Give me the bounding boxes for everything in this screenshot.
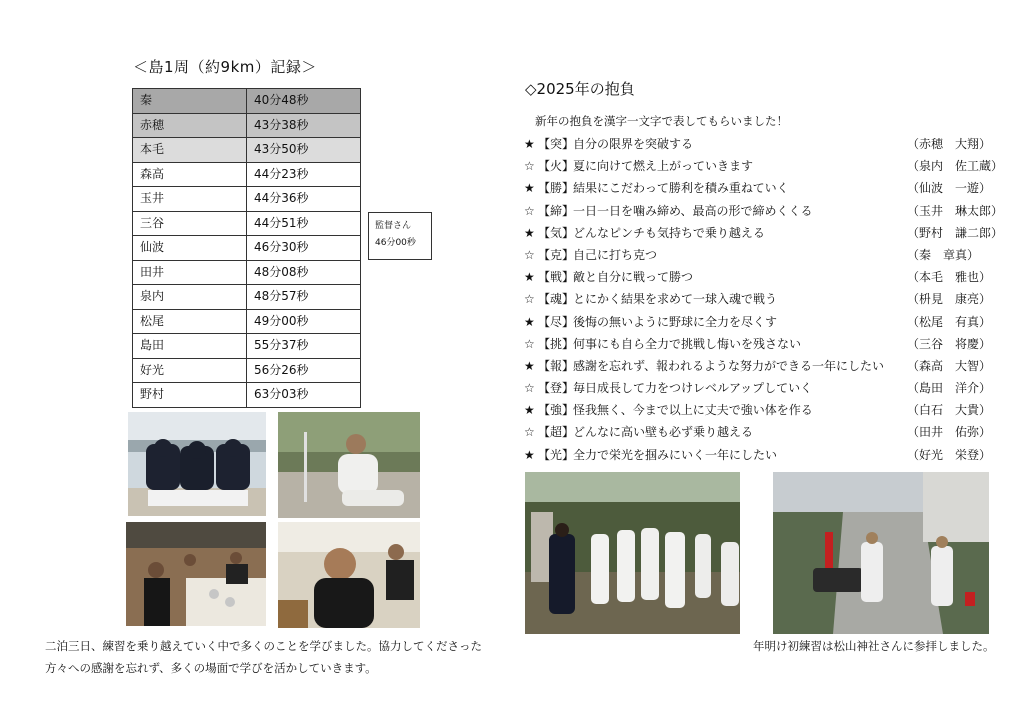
goal-kanji: 【光】 [538,447,575,462]
goal-name: （仙波 一遊） [907,181,992,196]
goal-mark: ★ [524,225,535,240]
goals-intro: 新年の抱負を漢字一文字で表してもらいました！ [535,114,788,128]
runner-name: 島田 [133,334,247,359]
runner-name: 仙波 [133,236,247,261]
runner-time: 46分30秒 [247,236,361,261]
goal-text: 感謝を忘れず、報われるような努力ができる一年にしたい [573,358,885,373]
runner-name: 森高 [133,162,247,187]
run-record-row [133,211,361,236]
goal-name: （泉内 佐工蔵） [907,159,1004,174]
run-record-table [132,88,361,408]
goal-text: 結果にこだわって勝利を積み重ねていく [573,181,789,196]
goal-name: （島田 洋介） [907,381,992,396]
goal-item [524,288,1004,310]
goal-mark: ★ [524,181,535,196]
runner-time: 63分03秒 [247,383,361,408]
coach-time: 46分00秒 [375,238,416,248]
photo-team-hoodies [128,412,266,516]
goals-title: ◇2025年の抱負 [525,80,635,98]
runner-time: 40分48秒 [247,89,361,114]
run-record-row [133,309,361,334]
goal-text: とにかく結果を求めて一球入魂で戦う [573,292,778,307]
goals-list [524,133,1004,466]
goal-kanji: 【気】 [538,225,575,240]
runner-name: 秦 [133,89,247,114]
run-record-row [133,162,361,187]
goal-item [524,177,1004,199]
goal-name: （玉井 琳太郎） [907,203,1004,218]
goal-text: 敵と自分に戦って勝つ [573,270,694,285]
goal-kanji: 【超】 [538,425,575,440]
goal-name: （本毛 雅也） [907,270,992,285]
runner-time: 49分00秒 [247,309,361,334]
runner-time: 44分36秒 [247,187,361,212]
goal-mark: ★ [524,403,535,418]
photo-dinner [126,522,266,626]
goal-item [524,333,1004,355]
goal-mark: ☆ [524,292,535,307]
runner-time: 44分23秒 [247,162,361,187]
goal-name: （赤穂 大翔） [907,137,992,151]
goal-name: （白石 大貴） [907,403,992,418]
photo-shrine-path [773,472,989,634]
left-caption-line2: 方々への感謝を忘れず、多くの場面で学びを活かしていきます。 [45,661,377,675]
runner-name: 玉井 [133,187,247,212]
goal-name: （三谷 将慶） [907,336,992,351]
run-record-row [133,89,361,114]
goal-kanji: 【火】 [538,159,575,174]
goal-name: （野村 謙二郎） [907,225,1004,240]
coach-label: 監督さん [375,221,412,231]
goal-name: （森高 大智） [907,358,992,373]
run-record-row [133,334,361,359]
runner-time: 56分26秒 [247,358,361,383]
goal-mark: ☆ [524,203,535,218]
goal-text: 全力で栄光を掴みにいく一年にしたい [573,447,778,462]
runner-name: 野村 [133,383,247,408]
goal-item [524,355,1004,377]
goal-kanji: 【報】 [538,358,575,373]
goal-item [524,155,1004,177]
left-caption [45,635,495,679]
goal-mark: ☆ [524,381,535,396]
goal-name: （松尾 有真） [907,314,992,329]
runner-name: 松尾 [133,309,247,334]
goal-item [524,444,1004,466]
runner-name: 赤穂 [133,113,247,138]
goal-mark: ★ [524,314,535,329]
runner-name: 田井 [133,260,247,285]
goal-kanji: 【登】 [538,381,575,396]
goal-mark: ☆ [524,336,535,351]
goal-text: どんなピンチも気持ちで乗り越える [573,225,765,240]
goal-kanji: 【戦】 [538,270,575,285]
goal-text: 後悔の無いように野球に全力を尽くす [573,314,778,329]
goal-kanji: 【締】 [538,203,575,218]
goal-kanji: 【克】 [538,247,575,262]
runner-name: 泉内 [133,285,247,310]
right-caption: 年明け初練習は松山神社さんに参拝しました。 [753,639,995,653]
run-record-row [133,285,361,310]
goal-text: 毎日成長して力をつけレベルアップしていく [573,381,813,396]
goal-kanji: 【勝】 [538,181,575,196]
goal-kanji: 【挑】 [538,336,575,351]
runner-time: 44分51秒 [247,211,361,236]
goal-item [524,200,1004,222]
goal-mark: ☆ [524,247,535,262]
run-record-row [133,138,361,163]
goal-item [524,133,1004,155]
run-record-row [133,260,361,285]
runner-time: 48分57秒 [247,285,361,310]
runner-time: 43分38秒 [247,113,361,138]
runner-time: 55分37秒 [247,334,361,359]
goal-text: 自己に打ち克つ [573,247,658,262]
goal-text: 怪我無く、今まで以上に丈夫で強い体を作る [573,403,813,418]
goal-item [524,311,1004,333]
goal-kanji: 【尽】 [538,314,575,329]
goal-mark: ★ [524,447,535,462]
goal-item [524,421,1004,443]
run-record-row [133,383,361,408]
goal-item [524,399,1004,421]
goal-name: （枡見 康亮） [907,292,992,307]
goal-text: 何事にも自ら全力で挑戦し悔いを残さない [573,336,802,351]
runner-name: 好光 [133,358,247,383]
run-record-title: ＜島1周（約9km）記録＞ [133,58,317,76]
photo-player-sitting [278,412,420,518]
goal-kanji: 【突】 [538,137,575,151]
goal-text: 夏に向けて燃え上がっていきます [573,159,754,174]
run-record-row [133,358,361,383]
left-caption-line1: 二泊三日、練習を乗り越えていく中で多くのことを学びました。協力してくださった [45,639,482,653]
runner-time: 43分50秒 [247,138,361,163]
goal-mark: ★ [524,358,535,373]
goal-kanji: 【魂】 [538,292,575,307]
runner-time: 48分08秒 [247,260,361,285]
photo-player-closeup [278,522,420,628]
goal-mark: ★ [524,137,535,151]
goal-item [524,244,1004,266]
run-record-row [133,113,361,138]
goal-text: 自分の限界を突破する [573,137,694,151]
goal-mark: ☆ [524,159,535,174]
goal-text: 一日一日を噛み締め、最高の形で締めくくる [573,203,813,218]
goal-name: （秦 章真） [907,247,980,262]
goal-item [524,377,1004,399]
goal-mark: ☆ [524,425,535,440]
run-record-row [133,187,361,212]
runner-name: 三谷 [133,211,247,236]
goal-kanji: 【強】 [538,403,575,418]
photo-team-running-steps [525,472,740,634]
coach-record-box [368,212,432,260]
goal-text: どんなに高い壁も必ず乗り越える [573,425,754,440]
goal-mark: ★ [524,270,535,285]
goal-name: （田井 佑弥） [907,425,992,440]
goal-item [524,266,1004,288]
runner-name: 本毛 [133,138,247,163]
goal-item [524,222,1004,244]
run-record-row [133,236,361,261]
goal-name: （好光 栄登） [907,447,992,462]
